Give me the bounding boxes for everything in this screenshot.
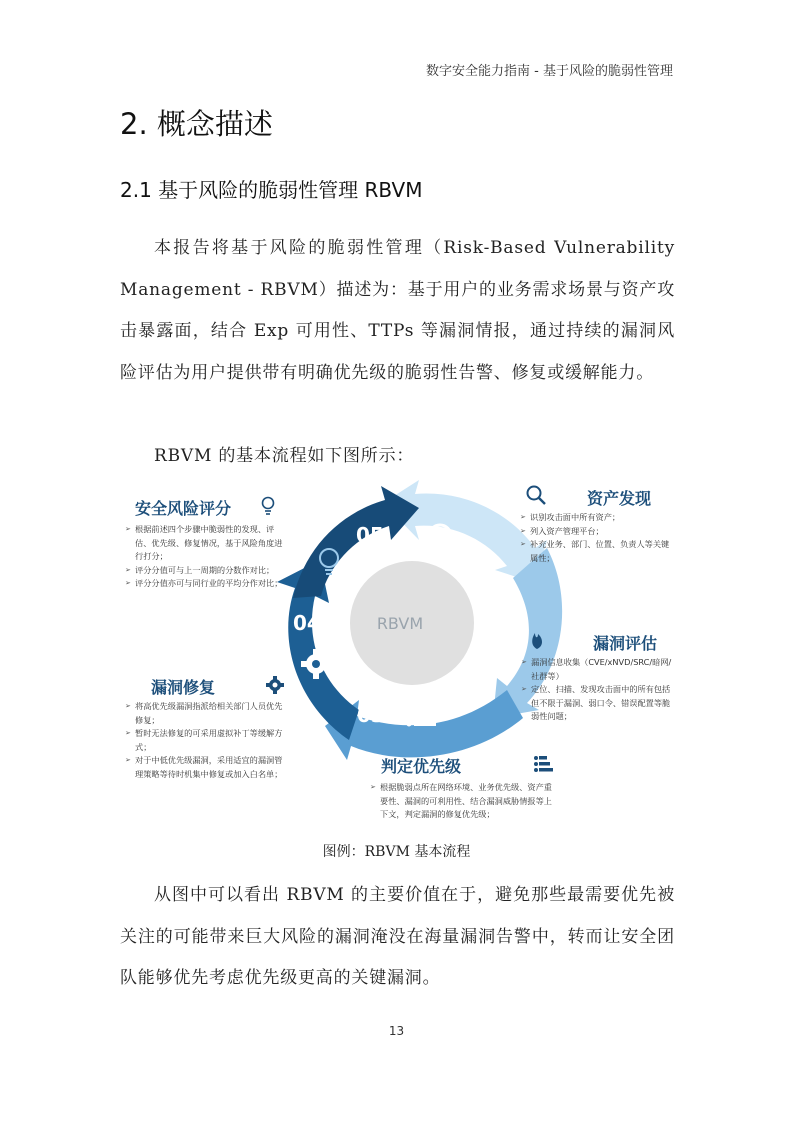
bullet-item: ➢ 识别攻击面中所有资产； bbox=[520, 511, 675, 525]
step-number-04: 04 bbox=[293, 611, 321, 635]
page-number: 13 bbox=[388, 1024, 405, 1038]
bullet-item: ➢ 评分分值可与上一周期的分数作对比； bbox=[125, 564, 285, 578]
bullet-item: ➢ 暂时无法修复的可采用虚拟补丁等缓解方式； bbox=[125, 727, 290, 754]
bullet-item: ➢ 补充业务、部门、位置、负责人等关键属性； bbox=[520, 538, 675, 565]
step-bullets-02 bbox=[521, 656, 673, 724]
ring-priority-icon bbox=[407, 706, 437, 727]
step-bullets-05 bbox=[125, 523, 285, 591]
step-bullets-01 bbox=[520, 511, 675, 565]
rbvm-flow-diagram bbox=[115, 478, 680, 833]
bullet-item: ➢ 列入资产管理平台； bbox=[520, 525, 675, 539]
step-bullets-04 bbox=[125, 700, 290, 781]
paragraph-flow-intro: RBVM 的基本流程如下图所示： bbox=[154, 446, 415, 466]
step-title-01: 资产发现 bbox=[587, 489, 652, 508]
paragraph-value: 从图中可以看出 RBVM 的主要价值在于，避免那些最需要优先被关注的可能带来巨大风险的漏洞淹没在海量漏洞告警中，转而让安全团队能够优先考虑优先级更高的关键漏洞。 bbox=[120, 885, 675, 988]
step-number-02: 02 bbox=[464, 671, 491, 693]
bullet-item: ➢ 将高优先级漏洞指派给相关部门人员优先修复； bbox=[125, 700, 290, 727]
magnifier-icon bbox=[525, 484, 547, 506]
step-title-04: 漏洞修复 bbox=[151, 678, 216, 697]
flame-icon bbox=[529, 628, 545, 650]
bullet-item: ➢ 根据脆弱点所在网络环境、业务优先级、资产重要性、漏洞的可利用性、结合漏洞威胁情报等上下文，判定漏洞的修复优先级； bbox=[370, 781, 555, 822]
step-title-03: 判定优先级 bbox=[381, 757, 462, 776]
priority-list-icon bbox=[533, 754, 553, 774]
gear-icon bbox=[265, 675, 285, 695]
step-title-05: 安全风险评分 bbox=[135, 499, 232, 518]
running-header: 数字安全能力指南 - 基于风险的脆弱性管理 bbox=[426, 64, 673, 79]
section-heading: 2. 概念描述 bbox=[120, 107, 273, 141]
paragraph-definition: 本报告将基于风险的脆弱性管理（Risk-Based Vulnerability Management - RBVM）描述为：基于用户的业务需求场景与资产攻击暴露面，结合 Exp 可用性、TTPs 等漏洞情报，通过持续的漏洞风险评估为用户提供带有明确优先级的脆弱性告警、修复或缓解能力。 bbox=[120, 238, 675, 383]
figure-caption: 图例：RBVM 基本流程 bbox=[322, 844, 471, 860]
step-title-02: 漏洞评估 bbox=[593, 634, 658, 653]
bullet-item: ➢ 对于中低优先级漏洞，采用适宜的漏洞管理策略等待时机集中修复或加入白名单； bbox=[125, 754, 290, 781]
step-number-05: 05 bbox=[356, 523, 384, 547]
step-number-01: 01 bbox=[467, 556, 494, 578]
bullet-item: ➢ 漏洞信息收集（CVE/xNVD/SRC/暗网/社群等） bbox=[521, 656, 673, 683]
bullet-item: ➢ 定位、扫描、发现攻击面中的所有包括但不限于漏洞、弱口令、错误配置等脆弱性问题； bbox=[521, 683, 673, 724]
bullet-item: ➢ 评分分值亦可与同行业的平均分作对比； bbox=[125, 577, 285, 591]
subsection-heading: 2.1 基于风险的脆弱性管理 RBVM bbox=[120, 178, 423, 202]
step-bullets-03 bbox=[370, 781, 555, 822]
center-label: RBVM bbox=[376, 614, 424, 633]
bullet-item: ➢ 根据前述四个步骤中脆弱性的发现、评估、优先级、修复情况，基于风险角度进行打分； bbox=[125, 523, 285, 564]
ring-flame-icon bbox=[490, 618, 509, 650]
step-number-03: 03 bbox=[357, 703, 385, 727]
lightbulb-icon bbox=[260, 496, 276, 516]
